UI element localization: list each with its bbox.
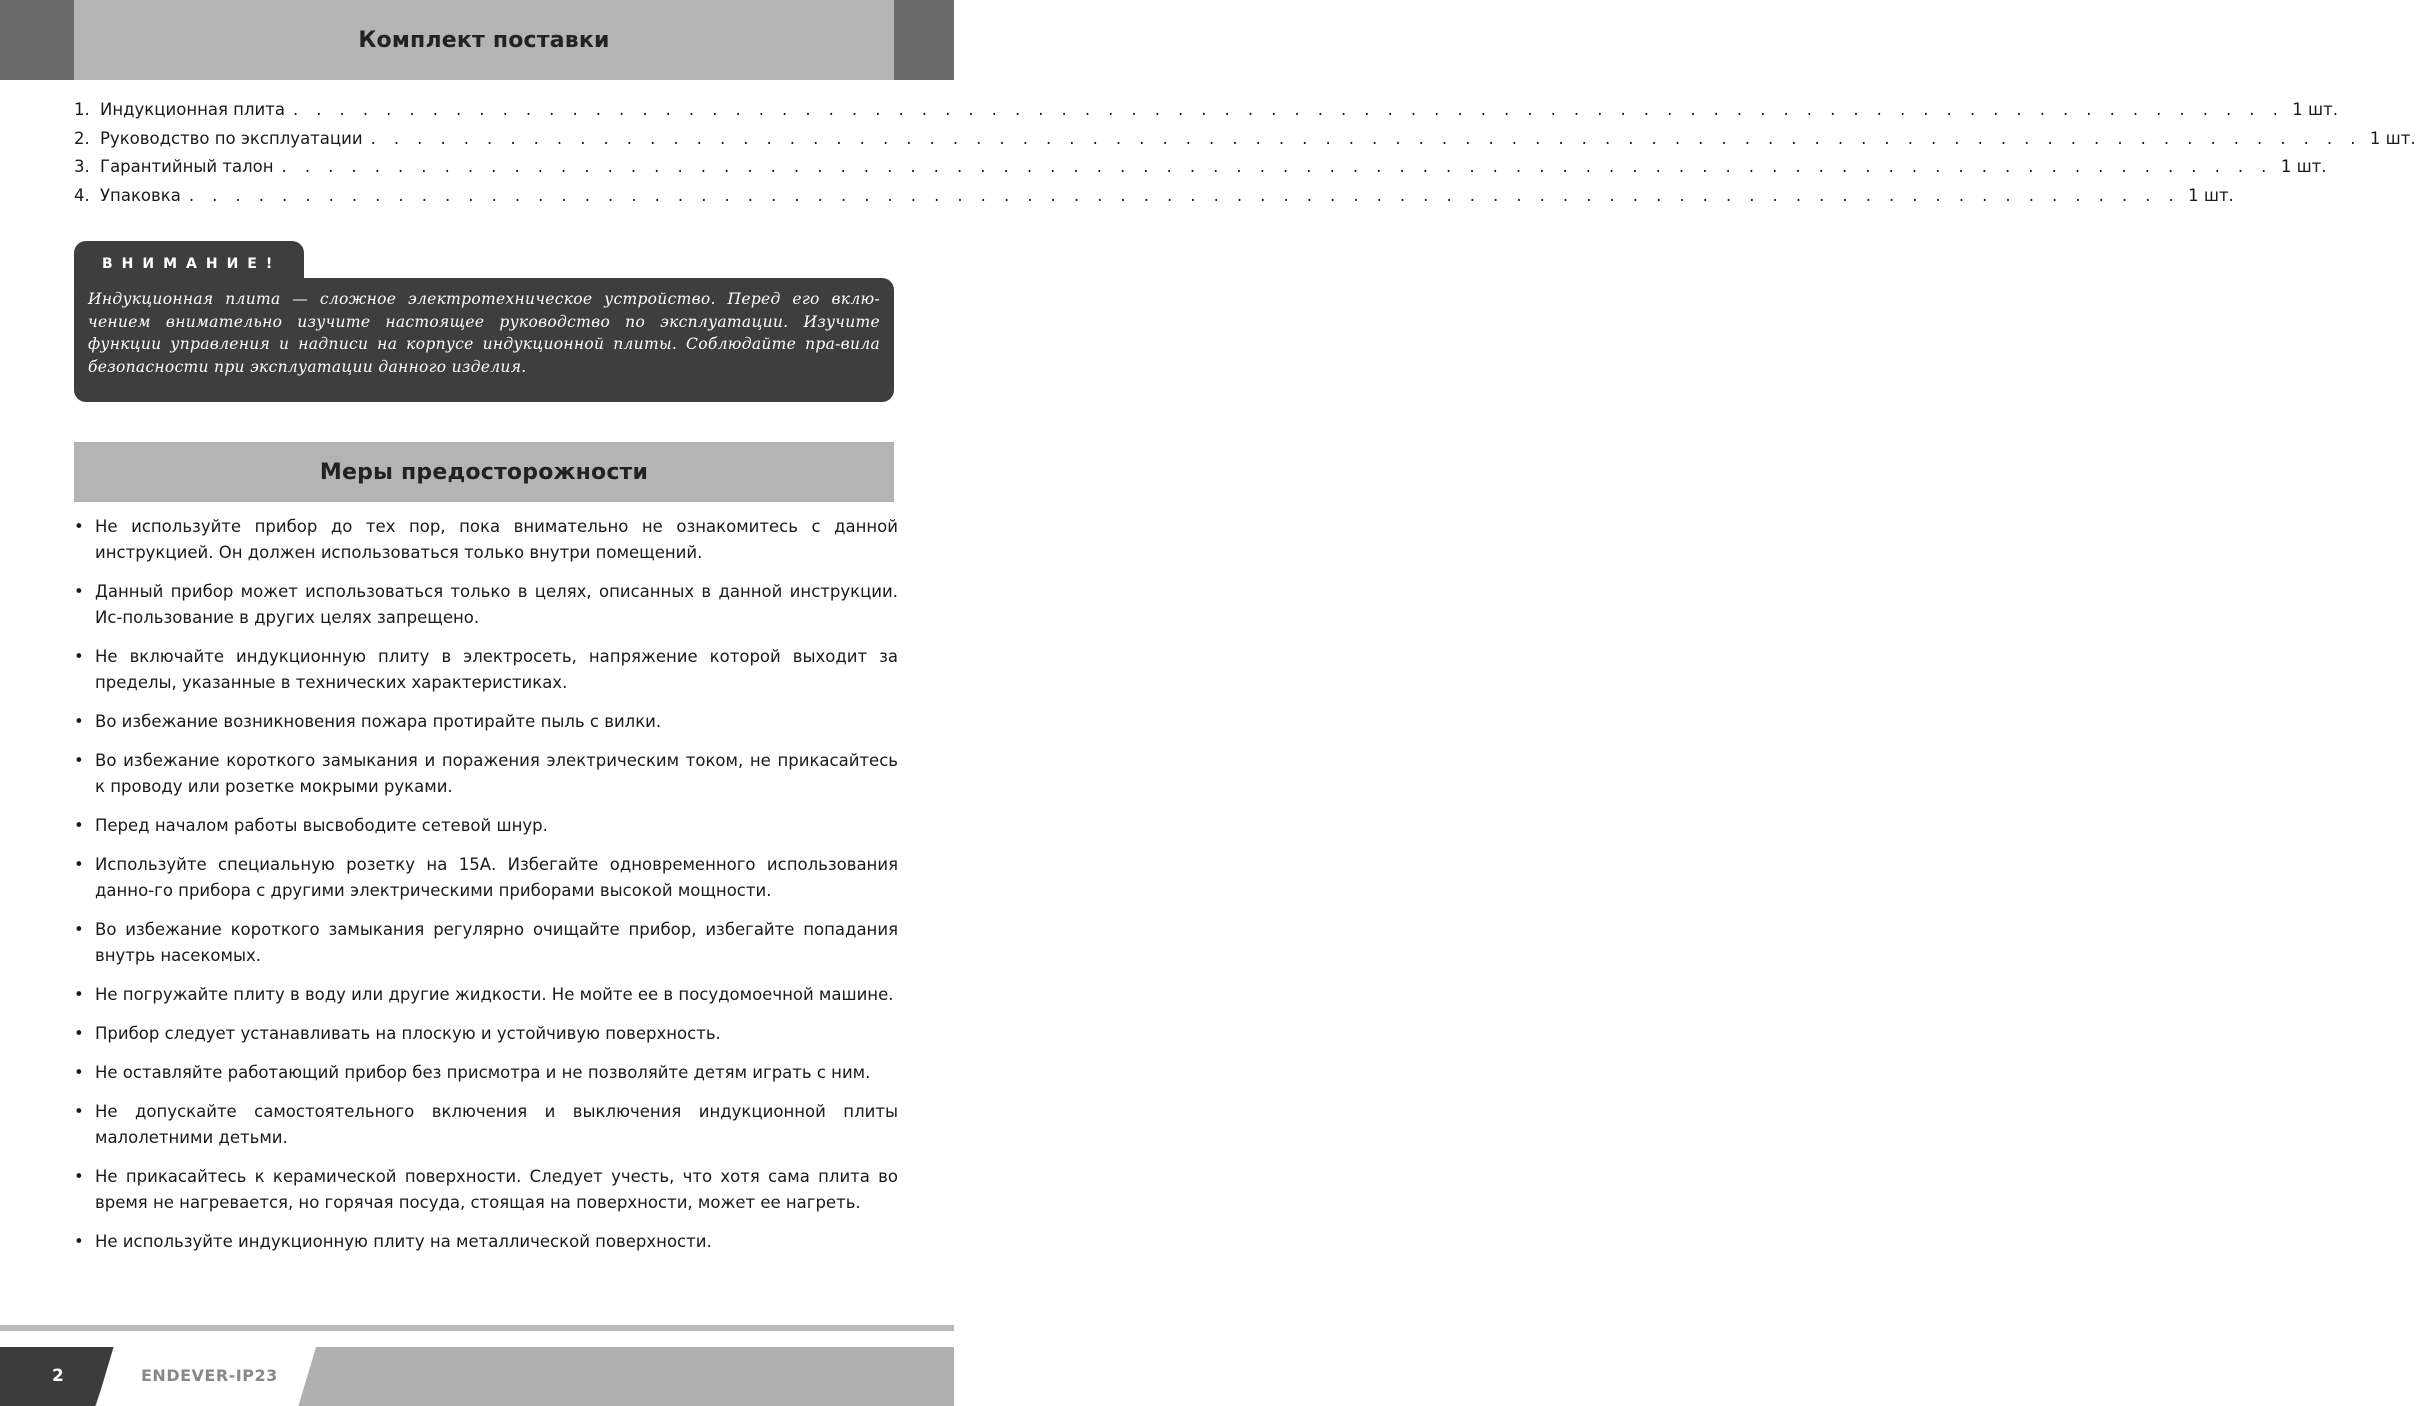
- list-item: [74, 182, 2234, 211]
- list-item: [74, 644, 898, 696]
- list-item: [74, 1099, 898, 1151]
- list-item: [74, 1021, 898, 1047]
- item-name: Гарантийный талон: [100, 157, 274, 176]
- bullet-icon: •: [74, 1063, 84, 1082]
- item-name: Индукционная плита: [100, 100, 285, 119]
- bullet-icon: •: [74, 712, 84, 731]
- bullet-icon: •: [74, 647, 84, 666]
- list-item: [74, 813, 898, 839]
- model-name: ENDEVER-IP23: [141, 1366, 278, 1385]
- bullet-icon: •: [74, 816, 84, 835]
- item-text: Данный прибор может использоваться только в целях, описанных в данной инструкции. Ис-пользование в других целях запрещено.: [95, 582, 898, 627]
- item-text: Не используйте индукционную плиту на металлической поверхности.: [95, 1232, 712, 1251]
- page-number: 2: [52, 1366, 64, 1386]
- item-name: Упаковка: [100, 185, 181, 205]
- dot-leader: . . . . . . . . . . . . . . . . . . . . . . . . . . . . . . . . . . . . . . . . . . . . . . . . . . . . . . . . . . . . . . . . . . . . . . . . . . . . . . . . . . . . . .: [292, 100, 2285, 119]
- bullet-icon: •: [74, 1102, 84, 1121]
- bullet-icon: •: [74, 855, 84, 874]
- list-item: [74, 1164, 898, 1216]
- footer-rule: [0, 1325, 954, 1331]
- item-quantity: 1 шт.: [2280, 157, 2327, 176]
- bullet-icon: •: [74, 985, 84, 1004]
- warning-label: ВНИМАНИЕ!: [102, 256, 282, 272]
- item-text: Во избежание короткого замыкания и поражения электрическим током, не прикасайтесь к проводу или розетке мокрыми руками.: [95, 751, 898, 796]
- list-item: [74, 748, 898, 800]
- bullet-icon: •: [74, 1024, 84, 1043]
- list-item: [74, 514, 898, 566]
- item-quantity: 1 шт.: [2369, 128, 2416, 148]
- dot-leader: . . . . . . . . . . . . . . . . . . . . . . . . . . . . . . . . . . . . . . . . . . . . . . . . . . . . . . . . . . . . . . . . . . . . . . . . . . . . . . . . . . . . . .: [188, 185, 2181, 205]
- item-text: Не погружайте плиту в воду или другие жидкости. Не мойте ее в посудомоечной машине.: [95, 985, 894, 1004]
- item-text: Используйте специальную розетку на 15А. Избегайте одновременного использования данно-го прибора с другими электрическими приборами высокой мощности.: [95, 855, 898, 900]
- item-number: 2.: [74, 128, 90, 148]
- item-text: Не оставляйте работающий прибор без присмотра и не позволяйте детям играть с ним.: [95, 1063, 871, 1082]
- header-title-box: [74, 0, 894, 80]
- item-quantity: 1 шт.: [2292, 100, 2338, 119]
- item-text: Перед началом работы высвободите сетевой шнур.: [95, 816, 548, 835]
- list-item: [74, 852, 898, 904]
- item-number: 1.: [74, 100, 90, 119]
- item-text: Не допускайте самостоятельного включения и выключения индукционной плиты малолетними детьми.: [95, 1102, 898, 1147]
- item-text: Во избежание возникновения пожара протирайте пыль с вилки.: [95, 712, 662, 731]
- list-item: [74, 982, 898, 1008]
- precautions-list: [74, 514, 898, 1268]
- item-name: Руководство по эксплуатации: [100, 128, 363, 148]
- list-item: [74, 96, 2338, 125]
- bullet-icon: •: [74, 920, 84, 939]
- item-text: Прибор следует устанавливать на плоскую и устойчивую поверхность.: [95, 1024, 721, 1043]
- precautions-title-box: [74, 442, 894, 502]
- bullet-icon: •: [74, 1167, 84, 1186]
- warning-box: [74, 278, 894, 402]
- item-number: 4.: [74, 185, 90, 205]
- list-item: [74, 709, 898, 735]
- bullet-icon: •: [74, 517, 84, 536]
- item-number: 3.: [74, 157, 90, 176]
- list-item: [74, 1229, 898, 1255]
- item-quantity: 1 шт.: [2188, 185, 2234, 205]
- dot-leader: . . . . . . . . . . . . . . . . . . . . . . . . . . . . . . . . . . . . . . . . . . . . . . . . . . . . . . . . . . . . . . . . . . . . . . . . . . . . . . . . . . . . . .: [281, 157, 2273, 176]
- section-title: Меры предосторожности: [319, 459, 649, 485]
- list-item: [74, 125, 2416, 154]
- bullet-icon: •: [74, 582, 84, 601]
- item-text: Во избежание короткого замыкания регулярно очищайте прибор, избегайте попадания внутрь насекомых.: [95, 920, 898, 965]
- list-item: [74, 579, 898, 631]
- item-text: Не прикасайтесь к керамической поверхности. Следует учесть, что хотя сама плита во время не нагревается, но горячая посуда, стоящая на поверхности, может ее нагреть.: [95, 1167, 898, 1212]
- list-item: [74, 917, 898, 969]
- list-item: [74, 153, 2327, 182]
- item-text: Не включайте индукционную плиту в электросеть, напряжение которой выходит за пределы, указанные в технических характеристиках.: [95, 647, 898, 692]
- warning-text: Индукционная плита — сложное электротехническое устройство. Перед его вклю-чением внимательно изучите настоящее руководство по эксплуатации. Изучите функции управления и надписи на корпусе индукционной плиты. Соблюдайте пра-вила безопасности при эксплуатации данного изделия.: [88, 290, 880, 376]
- bullet-icon: •: [74, 1232, 84, 1251]
- item-text: Не используйте прибор до тех пор, пока внимательно не ознакомитесь с данной инструкцией. Он должен использоваться только внутри помещений.: [95, 517, 898, 562]
- bullet-icon: •: [74, 751, 84, 770]
- page-title: Комплект поставки: [358, 27, 610, 53]
- package-contents-list: [74, 96, 2416, 210]
- dot-leader: . . . . . . . . . . . . . . . . . . . . . . . . . . . . . . . . . . . . . . . . . . . . . . . . . . . . . . . . . . . . . . . . . . . . . . . . . . . . . . . . . . . . . .: [370, 128, 2362, 148]
- list-item: [74, 1060, 898, 1086]
